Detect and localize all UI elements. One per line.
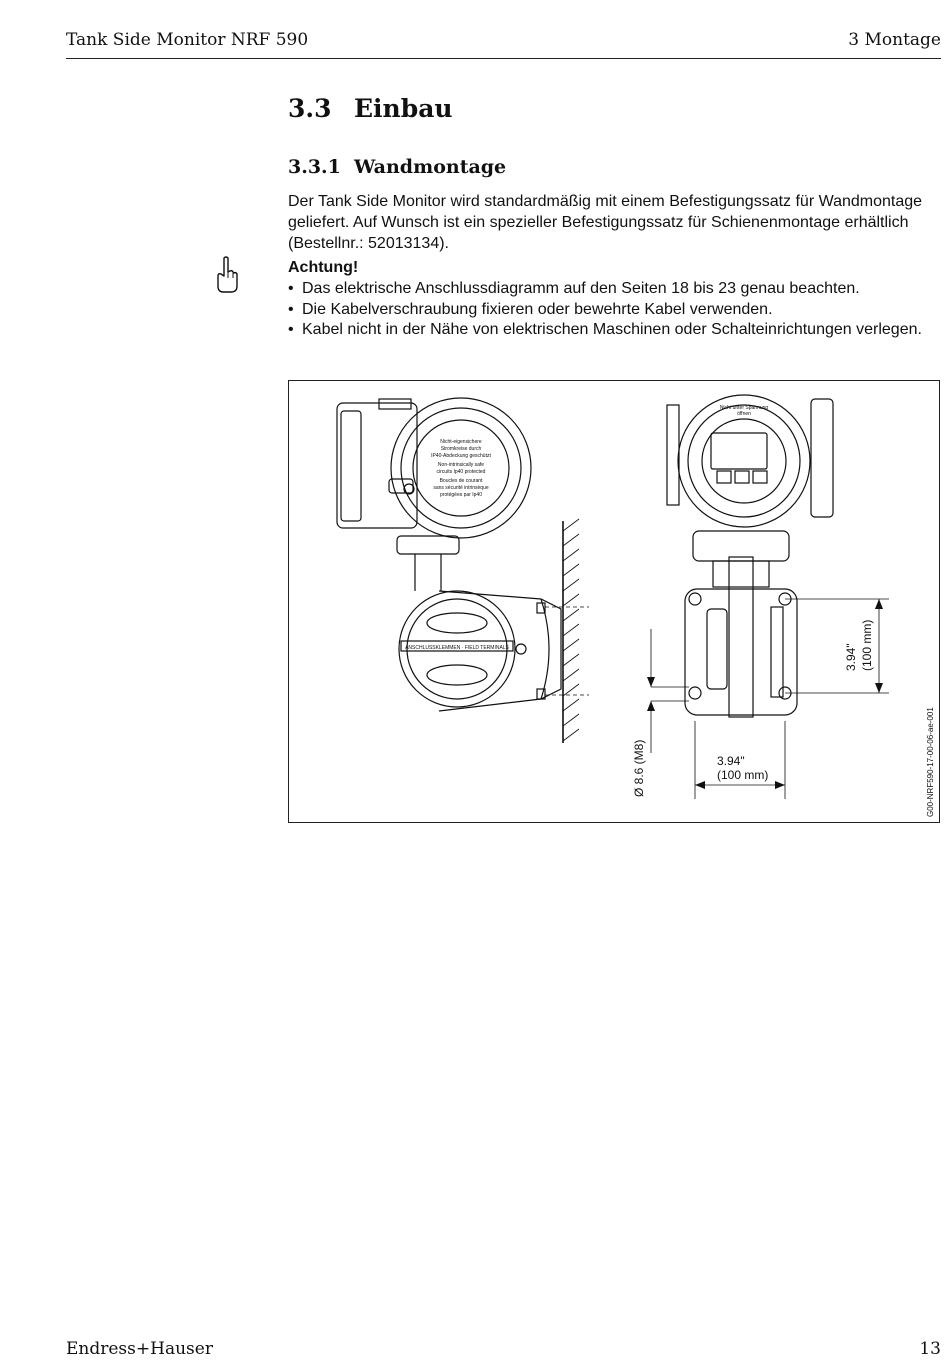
warning-title: Achtung! — [288, 259, 359, 276]
display-window — [711, 433, 767, 469]
label-line-8: protégées par Ip40 — [440, 492, 482, 498]
header-title: Tank Side Monitor NRF 590 — [66, 30, 309, 50]
section-title: Einbau — [354, 94, 453, 123]
section-heading — [288, 94, 453, 123]
header-chapter: 3 Montage — [848, 30, 941, 50]
dim-vertical-mm: (100 mm) — [860, 619, 874, 671]
dim-vertical-inch: 3.94" — [844, 643, 858, 671]
pointing-hand-icon — [215, 256, 239, 294]
label-line-2: Stromkreise durch — [440, 446, 482, 452]
dim-horizontal-mm: (100 mm) — [717, 768, 769, 782]
cover-label-2: öffnen — [737, 411, 751, 417]
label-line-4: Non-intrinsically safe — [437, 462, 485, 468]
subsection-number: 3.3.1 — [288, 156, 341, 178]
label-line-7: sans sécurité intrinsèque — [433, 485, 489, 491]
subsection-heading — [288, 156, 506, 178]
section-number: 3.3 — [288, 94, 332, 123]
dim-horizontal-inch: 3.94" — [717, 754, 745, 768]
housing-cover — [391, 398, 531, 538]
header-divider — [66, 58, 941, 59]
footer-brand: Endress+Hauser — [66, 1339, 213, 1359]
page-number: 13 — [919, 1339, 941, 1359]
label-line-5: circuits Ip40 protected — [436, 469, 486, 475]
mounting-drawing — [289, 381, 939, 822]
wall-hatching — [563, 519, 579, 741]
mounting-figure — [288, 380, 940, 823]
figure-code: G00-NRF590-17-00-06-ae-001 — [926, 707, 935, 817]
label-line-6: Boucles de courant — [439, 478, 483, 484]
intro-paragraph: Der Tank Side Monitor wird standardmäßig mit einem Befestigungssatz für Wandmontage geliefert. Auf Wunsch ist ein spezieller Befestigungssatz für Schienenmontage erhältlich (Bestellnr.: 52013134). — [288, 193, 923, 252]
warning-item: • Kabel nicht in der Nähe von elektrischen Maschinen oder Schalteinrichtungen verlegen. — [288, 320, 940, 341]
warning-item: • Das elektrische Anschlussdiagramm auf den Seiten 18 bis 23 genau beachten. — [288, 279, 940, 300]
cover-label: Nicht unter Spannung — [719, 405, 769, 411]
label-line-3: IP40-Abdeckung geschützt — [431, 453, 491, 459]
label-line-1: Nicht-eigensichere — [440, 439, 482, 445]
warning-list — [288, 279, 940, 341]
subsection-title: Wandmontage — [354, 156, 507, 178]
warning-item: • Die Kabelverschraubung fixieren oder bewehrte Kabel verwenden. — [288, 300, 940, 321]
dim-bolt: Ø 8.6 (M8) — [632, 739, 646, 797]
terminals-label: ANSCHLUSSKLEMMEN · FIELD TERMINALS — [405, 645, 509, 651]
